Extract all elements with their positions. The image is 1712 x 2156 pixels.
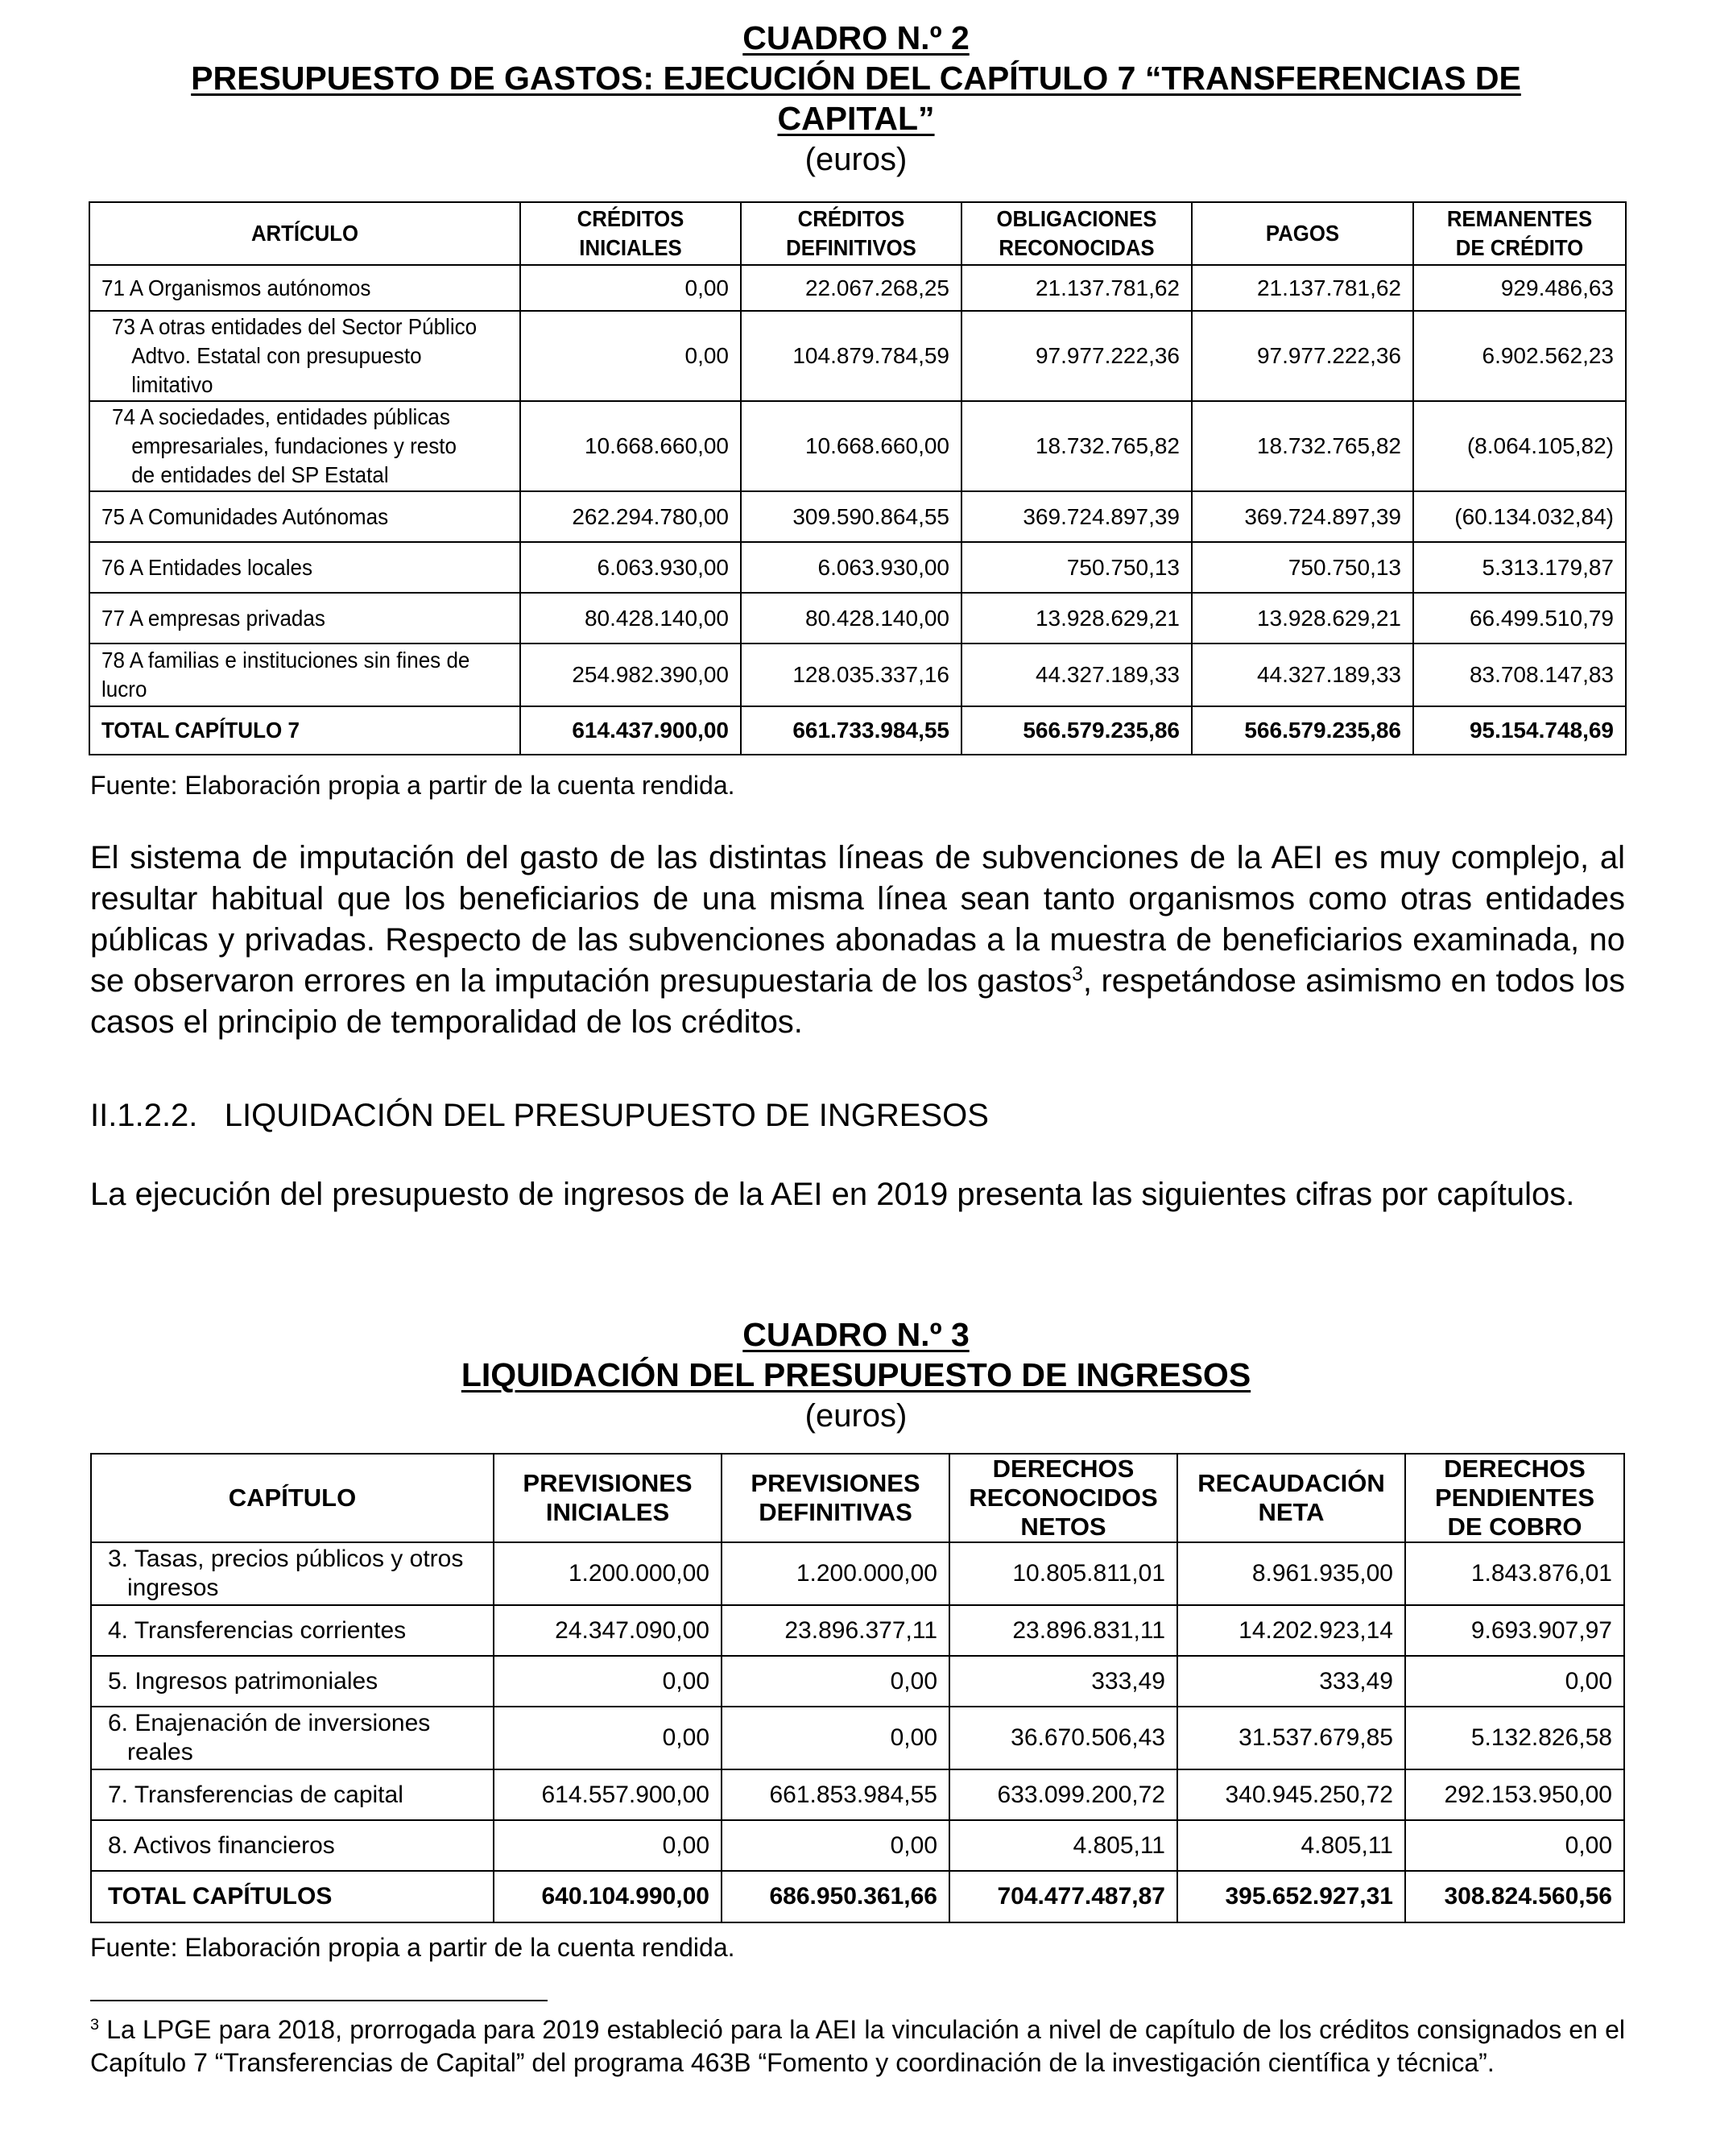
cuadro3-number: CUADRO N.º 3 (742, 1316, 970, 1353)
footnote-marker: 3 (90, 2016, 100, 2034)
cell-value: 614.557.900,00 (494, 1769, 722, 1820)
total-value: 395.652.927,31 (1177, 1871, 1405, 1922)
column-header: DERECHOS RECONOCIDOS NETOS (949, 1454, 1177, 1542)
cell-value: 31.537.679,85 (1177, 1707, 1405, 1769)
table-row (91, 1707, 1624, 1769)
cuadro2-source: Fuente: Elaboración propia a partir de la cuenta rendida. (90, 771, 735, 800)
cell-value: 369.724.897,39 (961, 491, 1192, 542)
column-header: CRÉDITOS DEFINITIVOS (750, 202, 953, 265)
cell-value: 44.327.189,33 (961, 643, 1192, 706)
total-label: TOTAL CAPÍTULO 7 (101, 718, 300, 743)
cell-value: 661.853.984,55 (722, 1769, 949, 1820)
cell-value: 10.668.660,00 (741, 401, 961, 491)
cell-value: 14.202.923,14 (1177, 1605, 1405, 1656)
section-number: II.1.2.2. (90, 1098, 198, 1133)
row-label: 4. Transferencias corrientes (108, 1616, 407, 1644)
row-label: 75 A Comunidades Autónomas (101, 503, 389, 529)
table-row (91, 1820, 1624, 1871)
total-row (89, 706, 1626, 755)
cuadro3-title-block (89, 1314, 1623, 1437)
cell-value: 9.693.907,97 (1405, 1605, 1624, 1656)
cell-value: 1.200.000,00 (494, 1542, 722, 1605)
total-value: 704.477.487,87 (949, 1871, 1177, 1922)
cell-value: 5.132.826,58 (1405, 1707, 1624, 1769)
table-row (89, 311, 1626, 401)
cell-value: 4.805,11 (949, 1820, 1177, 1871)
cell-value: 18.732.765,82 (1192, 401, 1413, 491)
cell-value: 1.200.000,00 (722, 1542, 949, 1605)
cell-value: 104.879.784,59 (741, 311, 961, 401)
cuadro2-title-line2: CAPITAL” (777, 100, 935, 137)
column-header: CRÉDITOS INICIALES (529, 202, 732, 265)
cell-value: 0,00 (494, 1820, 722, 1871)
cell-value: 369.724.897,39 (1192, 491, 1413, 542)
table-header-row (89, 202, 1626, 265)
cell-value: 0,00 (494, 1707, 722, 1769)
cuadro2-units: (euros) (804, 142, 908, 177)
column-header: PREVISIONES DEFINITIVAS (722, 1454, 949, 1542)
column-header: PAGOS (1201, 202, 1404, 265)
total-value: 614.437.900,00 (520, 706, 741, 755)
cell-value: 10.668.660,00 (520, 401, 741, 491)
cell-value: 340.945.250,72 (1177, 1769, 1405, 1820)
body-paragraph-1 (90, 838, 1625, 1043)
footnote-separator (90, 2000, 548, 2001)
cuadro3-title: LIQUIDACIÓN DEL PRESUPUESTO DE INGRESOS (461, 1356, 1251, 1393)
cell-value: 24.347.090,00 (494, 1605, 722, 1656)
cell-value: 0,00 (494, 1656, 722, 1707)
column-header: ARTÍCULO (106, 202, 502, 265)
total-value: 686.950.361,66 (722, 1871, 949, 1922)
table-row (89, 491, 1626, 542)
table-row (89, 401, 1626, 491)
cell-value: 0,00 (1405, 1656, 1624, 1707)
cell-value: 750.750,13 (1192, 542, 1413, 593)
cell-value: 254.982.390,00 (520, 643, 741, 706)
table-row (91, 1605, 1624, 1656)
row-label: 76 A Entidades locales (101, 554, 313, 580)
cell-value: 0,00 (722, 1707, 949, 1769)
cell-value: 5.313.179,87 (1413, 542, 1626, 593)
cell-value: 633.099.200,72 (949, 1769, 1177, 1820)
cell-value: 23.896.831,11 (949, 1605, 1177, 1656)
cell-value: 4.805,11 (1177, 1820, 1405, 1871)
paragraph-text: El sistema de imputación del gasto de las distintas líneas de subvenciones de la AEI es muy complejo, al resultar habitual que los beneficiarios de una misma línea sean tanto organismos como otras entidades públicas y privadas. Respecto de las subvenciones abonadas a la muestra de beneficiarios examinada, no se observaron errores en la imputación presupuestaria de los gastos (90, 840, 1625, 999)
table-row (91, 1769, 1624, 1820)
total-row (91, 1871, 1624, 1922)
table-header-row (91, 1454, 1624, 1542)
row-label: 71 A Organismos autónomos (101, 275, 371, 300)
table-row (91, 1542, 1624, 1605)
cell-value: 13.928.629,21 (1192, 593, 1413, 643)
cell-value: 750.750,13 (961, 542, 1192, 593)
cell-value: 83.708.147,83 (1413, 643, 1626, 706)
section-title: LIQUIDACIÓN DEL PRESUPUESTO DE INGRESOS (224, 1098, 989, 1133)
total-value: 95.154.748,69 (1413, 706, 1626, 755)
cell-value: 333,49 (949, 1656, 1177, 1707)
cell-value: 66.499.510,79 (1413, 593, 1626, 643)
row-label: 77 A empresas privadas (101, 605, 325, 631)
total-value: 308.824.560,56 (1405, 1871, 1624, 1922)
cell-value: 0,00 (1405, 1820, 1624, 1871)
section-heading (90, 1095, 989, 1136)
cuadro2-table (89, 201, 1627, 755)
column-header: OBLIGACIONES RECONOCIDAS (970, 202, 1182, 265)
cell-value: 80.428.140,00 (741, 593, 961, 643)
cell-value: (60.134.032,84) (1413, 491, 1626, 542)
footnote (90, 2013, 1625, 2079)
cell-value: 929.486,63 (1413, 265, 1626, 311)
cell-value: 262.294.780,00 (520, 491, 741, 542)
column-header: RECAUDACIÓN NETA (1177, 1454, 1405, 1542)
total-value: 566.579.235,86 (1192, 706, 1413, 755)
row-label: 3. Tasas, precios públicos y otros ingresos (108, 1546, 464, 1601)
cell-value: 23.896.377,11 (722, 1605, 949, 1656)
table-row (89, 542, 1626, 593)
cell-value: 10.805.811,01 (949, 1542, 1177, 1605)
body-paragraph-2: La ejecución del presupuesto de ingresos de la AEI en 2019 presenta las siguientes cifras por capítulos. (90, 1177, 1575, 1212)
cell-value: 0,00 (520, 265, 741, 311)
footnote-reference: 3 (1072, 963, 1083, 986)
cell-value: 36.670.506,43 (949, 1707, 1177, 1769)
paragraph-text-continued: , respetándose asimismo en todos los casos el principio de temporalidad de los créditos. (90, 963, 1625, 1040)
row-label: 6. Enajenación de inversiones reales (108, 1710, 431, 1765)
cuadro2-number: CUADRO N.º 2 (742, 19, 970, 56)
cuadro2-title-block (89, 18, 1623, 180)
cell-value: 333,49 (1177, 1656, 1405, 1707)
cell-value: 6.063.930,00 (741, 542, 961, 593)
cell-value: 0,00 (520, 311, 741, 401)
column-header: REMANENTES DE CRÉDITO (1422, 202, 1618, 265)
table-row (91, 1656, 1624, 1707)
column-header: PREVISIONES INICIALES (494, 1454, 722, 1542)
cell-value: 0,00 (722, 1656, 949, 1707)
cell-value: (8.064.105,82) (1413, 401, 1626, 491)
cell-value: 21.137.781,62 (961, 265, 1192, 311)
total-label: TOTAL CAPÍTULOS (108, 1883, 333, 1910)
cuadro3-table (90, 1453, 1625, 1923)
cell-value: 6.902.562,23 (1413, 311, 1626, 401)
row-label: 5. Ingresos patrimoniales (108, 1667, 378, 1695)
cell-value: 97.977.222,36 (1192, 311, 1413, 401)
row-label: 8. Activos financieros (108, 1831, 335, 1859)
cell-value: 6.063.930,00 (520, 542, 741, 593)
cell-value: 0,00 (722, 1820, 949, 1871)
cell-value: 22.067.268,25 (741, 265, 961, 311)
row-label: 74 A sociedades, entidades públicas empresariales, fundaciones y resto de entidades del SP Estatal (112, 404, 457, 487)
total-value: 566.579.235,86 (961, 706, 1192, 755)
column-header: DERECHOS PENDIENTES DE COBRO (1405, 1454, 1624, 1542)
footnote-text: La LPGE para 2018, prorrogada para 2019 estableció para la AEI la vinculación a nivel de capítulo de los créditos consignados en el Capítulo 7 “Transferencias de Capital” del programa 463B “Fomento y coordinación de la investigación científica y técnica”. (90, 2015, 1626, 2077)
cell-value: 128.035.337,16 (741, 643, 961, 706)
cell-value: 44.327.189,33 (1192, 643, 1413, 706)
table-row (89, 643, 1626, 706)
cell-value: 309.590.864,55 (741, 491, 961, 542)
cell-value: 292.153.950,00 (1405, 1769, 1624, 1820)
cell-value: 80.428.140,00 (520, 593, 741, 643)
column-header: CAPÍTULO (91, 1454, 494, 1542)
table-row (89, 593, 1626, 643)
cell-value: 18.732.765,82 (961, 401, 1192, 491)
cell-value: 8.961.935,00 (1177, 1542, 1405, 1605)
total-value: 661.733.984,55 (741, 706, 961, 755)
total-value: 640.104.990,00 (494, 1871, 722, 1922)
cuadro2-title-line1: PRESUPUESTO DE GASTOS: EJECUCIÓN DEL CAPÍTULO 7 “TRANSFERENCIAS DE (191, 60, 1521, 97)
cell-value: 21.137.781,62 (1192, 265, 1413, 311)
cuadro3-units: (euros) (804, 1398, 908, 1434)
cell-value: 1.843.876,01 (1405, 1542, 1624, 1605)
table-row (89, 265, 1626, 311)
cell-value: 13.928.629,21 (961, 593, 1192, 643)
cell-value: 97.977.222,36 (961, 311, 1192, 401)
row-label: 73 A otras entidades del Sector Público Adtvo. Estatal con presupuesto limitativo (112, 314, 478, 397)
cuadro3-source: Fuente: Elaboración propia a partir de la cuenta rendida. (90, 1933, 735, 1962)
row-label: 78 A familias e instituciones sin fines de lucro (101, 648, 470, 701)
row-label: 7. Transferencias de capital (108, 1781, 403, 1808)
